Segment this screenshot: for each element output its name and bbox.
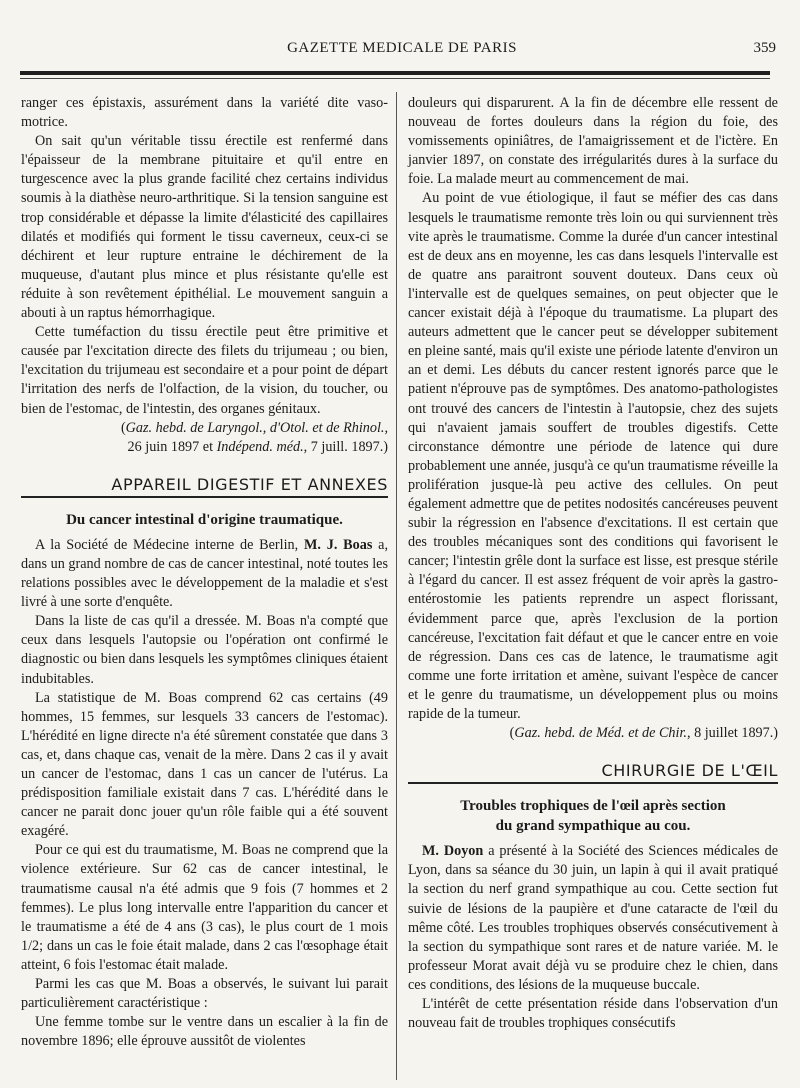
- paragraph: Parmi les cas que M. Boas a observés, le suivant lui parait particulièrement caractéristique :: [21, 976, 388, 1012]
- paragraph: On sait qu'un véritable tissu érectile est renfermé dans l'épaisseur de la membrane pituitaire et qu'il entre en turgescence avec la plus grande facilité chez certains individus soumis à la diathèse neuro-arthritique. Si la tension sanguine est trop considérable et dépasse la limite d'élasticité des capillaires dilatés et modifiés qui forment le tissu caverneux, ceux-ci se déchirent et leur rupture entraine le déchirement de la muqueuse, d'autant plus mince et plus résistante qu'elle est réduite à son revêtement épithélial. Le mouvement sanguin a abouti à un raptus hémorrhagique.: [21, 133, 388, 322]
- paragraph: ranger ces épistaxis, assurément dans la variété dite vaso-motrice.: [21, 95, 388, 131]
- paragraph-start: A la Société de Médecine interne de Berlin,: [35, 536, 304, 553]
- paragraph: [21, 536, 388, 612]
- author-name: M. J. Boas: [303, 536, 373, 553]
- citation-source: Gaz. hebd. de Laryngol., d'Otol. et de Rhinol.,: [125, 419, 388, 436]
- paragraph-rest: a, dans un grand nombre de cas de cancer intestinal, noté toutes les relations possibles avec le développement de la maladie et s'est livré à une sorte d'enquête.: [21, 536, 388, 611]
- paragraph-rest: a présenté à la Société des Sciences médicales de Lyon, dans sa séance du 30 juin, un lapin à qui il avait pratiqué la section du nerf grand sympathique au cou. Cette section fut suivie de lésions de la paupière et d'une cataracte de l'œil du même côté. Les troubles trophiques observés consécutivement à la section du sympathique sont rares et de nature variée. M. le professeur Morat avait déjà vu se produire chez le chien, dans ces conditions, des lésions de la muqueuse buccale.: [408, 843, 778, 993]
- citation-tail: , 7 juill. 1897.): [303, 438, 388, 455]
- paragraph: Dans la liste de cas qu'il a dressée. M. Boas n'a compté que ceux dans lesquels l'autopsie ou l'opération ont confirmé le diagnostic ou bien dans lesquels les symptômes cliniques étaient indubitables.: [21, 613, 388, 687]
- article-title: [408, 796, 778, 836]
- paragraph: La statistique de M. Boas comprend 62 cas certains (49 hommes, 15 femmes, sur lesquels 33 cancers de l'estomac). L'hérédité en ligne directe n'a été sûrement constatée que dans 3 cas, et, dans chaque cas, venait de la mère. Dans 2 cas il y avait un cancer de l'estomac, dans 1 cas un cancer de l'utérus. La prédisposition familiale existait dans 7 cas. L'hérédité dans le cancer ne parait donc jouer qu'un rôle faible qui a été souvent exagéré.: [21, 689, 388, 840]
- article-title-line-2: du grand sympathique au cou.: [495, 818, 691, 835]
- citation: [408, 724, 778, 743]
- citation-open: (: [120, 419, 126, 436]
- citation-source: Gaz. hebd. de Méd. et de Chir.: [514, 725, 687, 742]
- article-title: Du cancer intestinal d'origine traumatique.: [66, 511, 343, 528]
- citation: [21, 419, 388, 457]
- paragraph: [408, 842, 778, 995]
- author-name: M. Doyon: [422, 843, 484, 860]
- paragraph: Pour ce qui est du traumatisme, M. Boas ne comprend que la violence extérieure. Sur 62 cas de cancer intestinal, le traumatisme causal n'a été admis que 9 fois (7 hommes et 2 femmes). Le plus long intervalle entre l'apparition du cancer et le traumatisme a été de 4 ans (3 cas), le plus court de 1 mois 1/2; dans un cas le foie était malade, dans 2 cas l'œsophage était atteint, 6 fois l'estomac était malade.: [21, 842, 388, 973]
- header-rule-thick: [20, 71, 770, 75]
- running-head: [22, 40, 782, 62]
- paragraph: Une femme tombe sur le ventre dans un escalier à la fin de novembre 1896; elle éprouve aussitôt de violentes: [21, 1014, 388, 1050]
- section-heading: APPAREIL DIGESTIF ET ANNEXES: [21, 475, 388, 498]
- citation-tail: , 8 juillet 1897.): [686, 725, 778, 742]
- citation-source-2: Indépend. méd.: [216, 438, 304, 455]
- right-column: [408, 94, 778, 1033]
- paragraph: Cette tuméfaction du tissu érectile peut être primitive et causée par l'excitation directe des filets du trijumeau ; ou bien, l'excitation du trijumeau est secondaire et a pour point de départ l'irritation des nerfs de l'olfaction, de la vision, du toucher, ou bien de l'estomac, de l'intestin, des organes génitaux.: [21, 324, 388, 417]
- paragraph: Au point de vue étiologique, il faut se méfier des cas dans lesquels le traumatisme remonte très loin ou qui surviennent très vite après le traumatisme. Comme la durée d'un cancer intestinal est de deux ans en moyenne, les cas dans lesquels l'intervalle est de quatre ans paraitront souvent douteux. Dans ceux où l'intervalle est de quelques semaines, on peut objecter que le cancer existait déjà à l'époque du traumatisme. La plupart des auteurs admettent que le cancer peut se développer subitement en pleine santé, mais qu'il existe une période latente d'environ un an et demi. Les débuts du cancer restent ignorés parce que le patient n'éprouve pas de symptômes. Des anatomo-pathologistes ont trouvé des cancers de l'intestin à l'autopsie, chez des sujets qui n'avaient jamais souffert de troubles digestifs. Cette circonstance démontre une période de latence qui dure probablement une année, jusqu'à ce qu'un traumatisme réveille la prolifération jusque-là peu active des cellules. On peut également admettre que de petites nodosités cancéreuses peuvent subir la régression en l'absence d'excitations. Il est certain que des troubles mécaniques sont des conditions qui favorisent le cancer; l'intestin grêle dont la surface est lisse, est presque stérile à l'égard du cancer. Il est assez fréquent de voir après la gastro-entérostomie les patients reprendre un aspect florissant, évidemment parce que, après l'exclusion de la portion cancéreuse, l'excitation fait défaut et que le cancer entre en voie de régression. Dans ces cas de latence, le traumatisme agit comme une forte irritation et amène, suivant l'espèce de cancer et le genre du traumatisme, un développement plus ou moins rapide de la tumeur.: [408, 190, 778, 722]
- paragraph: douleurs qui disparurent. A la fin de décembre elle ressent de nouveau de fortes douleurs dans la région du foie, des vomissements opiniâtres, de l'amaigrissement et de l'ictère. En janvier 1897, on constate des irrégularités dures à la surface du foie. La malade meurt au commencement de mai.: [408, 95, 778, 188]
- section-heading: CHIRURGIE DE L'ŒIL: [408, 761, 778, 784]
- paragraph: L'intérêt de cette présentation réside dans l'observation d'un nouveau fait de troubles trophiques consécutifs: [408, 996, 778, 1032]
- journal-title: GAZETTE MEDICALE DE PARIS: [287, 40, 517, 56]
- article-title-line-1: Troubles trophiques de l'œil après section: [460, 798, 726, 815]
- citation-date: 26 juin 1897 et: [127, 438, 214, 455]
- header-rule-thin: [20, 78, 770, 79]
- column-divider: [396, 92, 397, 1080]
- citation-open: (: [509, 725, 515, 742]
- page-number: 359: [753, 40, 776, 56]
- left-column: [21, 94, 388, 1051]
